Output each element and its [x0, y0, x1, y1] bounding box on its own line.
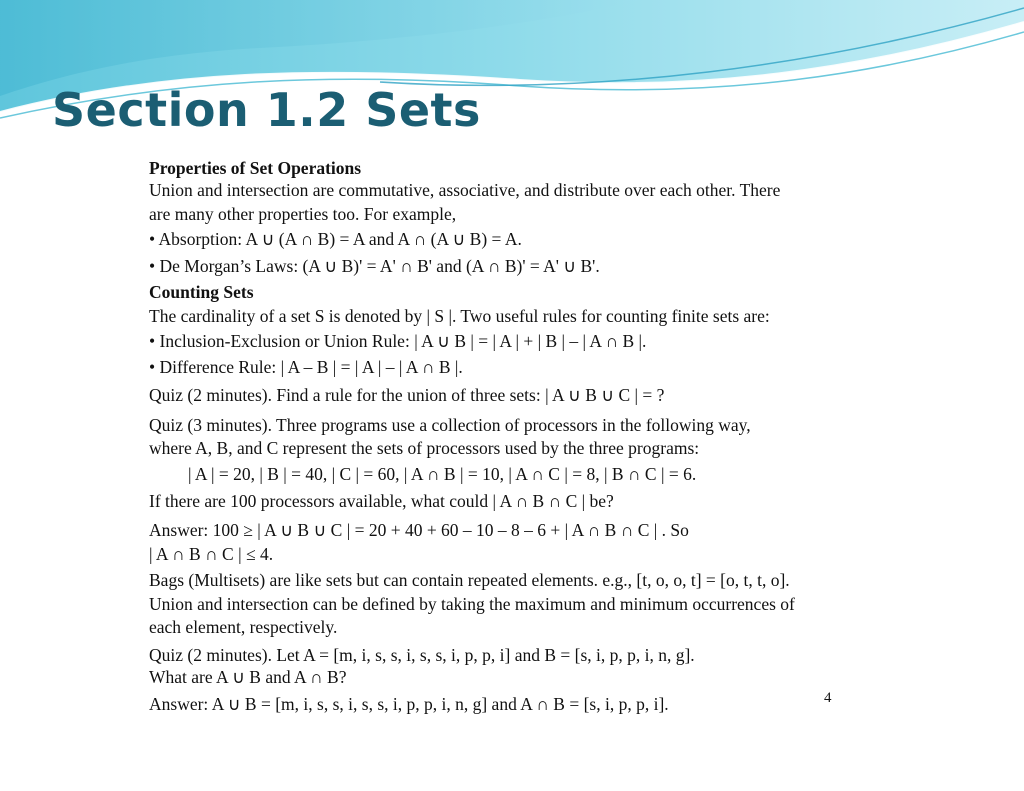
text-line: Union and intersection can be defined by taking the maximum and minimum occurrences of — [149, 594, 795, 614]
bags-multisets: Bags (Multisets) are like sets but can contain repeated elements. e.g., [t, o, o, t] = [o, t, t, o]. — [149, 570, 790, 590]
heading-properties-of-set-operations: Properties of Set Operations — [149, 158, 362, 178]
heading-counting-sets: Counting Sets — [149, 282, 254, 302]
slide-title: Section 1.2 Sets — [52, 83, 481, 137]
quiz-processors: Quiz (3 minutes). Three programs use a collection of processors in the following way, — [149, 415, 751, 435]
text-line: where A, B, and C represent the sets of processors used by the three programs: — [149, 438, 700, 458]
processor-counts: | A | = 20, | B | = 40, | C | = 60, | A ∩ B | = 10, | A ∩ C | = 8, | B ∩ C | = 6. — [188, 464, 697, 484]
quiz-bags: Quiz (2 minutes). Let A = [m, i, s, s, i, s, s, i, p, p, i] and B = [s, i, p, p, i, n, g]. — [149, 645, 695, 665]
bullet-difference-rule: • Difference Rule: | A – B | = | A | – | A ∩ B |. — [149, 357, 463, 377]
page-number: 4 — [824, 690, 832, 706]
text-line: | A ∩ B ∩ C | ≤ 4. — [149, 544, 274, 564]
text-line: Union and intersection are commutative, associative, and distribute over each other. There — [149, 180, 781, 200]
answer-bags: Answer: A ∪ B = [m, i, s, s, i, s, s, i, p, p, i, n, g] and A ∩ B = [s, i, p, p, i]. — [149, 694, 669, 714]
bullet-absorption: • Absorption: A ∪ (A ∩ B) = A and A ∩ (A ∪ B) = A. — [149, 229, 522, 249]
quiz-union-three-sets: Quiz (2 minutes). Find a rule for the union of three sets: | A ∪ B ∪ C | = ? — [149, 385, 665, 405]
bullet-de-morgans-laws: • De Morgan’s Laws: (A ∪ B)' = A' ∩ B' and (A ∩ B)' = A' ∪ B'. — [149, 256, 600, 276]
answer-processors: Answer: 100 ≥ | A ∪ B ∪ C | = 20 + 40 + 60 – 10 – 8 – 6 + | A ∩ B ∩ C | . So — [149, 520, 689, 540]
text-line: are many other properties too. For example, — [149, 204, 457, 224]
text-line: What are A ∪ B and A ∩ B? — [149, 667, 347, 687]
text-line: The cardinality of a set S is denoted by | S |. Two useful rules for counting finite sets are: — [149, 306, 770, 326]
scanned-text-image — [140, 155, 870, 715]
bullet-inclusion-exclusion: • Inclusion-Exclusion or Union Rule: | A ∪ B | = | A | + | B | – | A ∩ B |. — [149, 331, 647, 351]
text-line: If there are 100 processors available, what could | A ∩ B ∩ C | be? — [149, 491, 614, 511]
text-line: each element, respectively. — [149, 617, 338, 637]
